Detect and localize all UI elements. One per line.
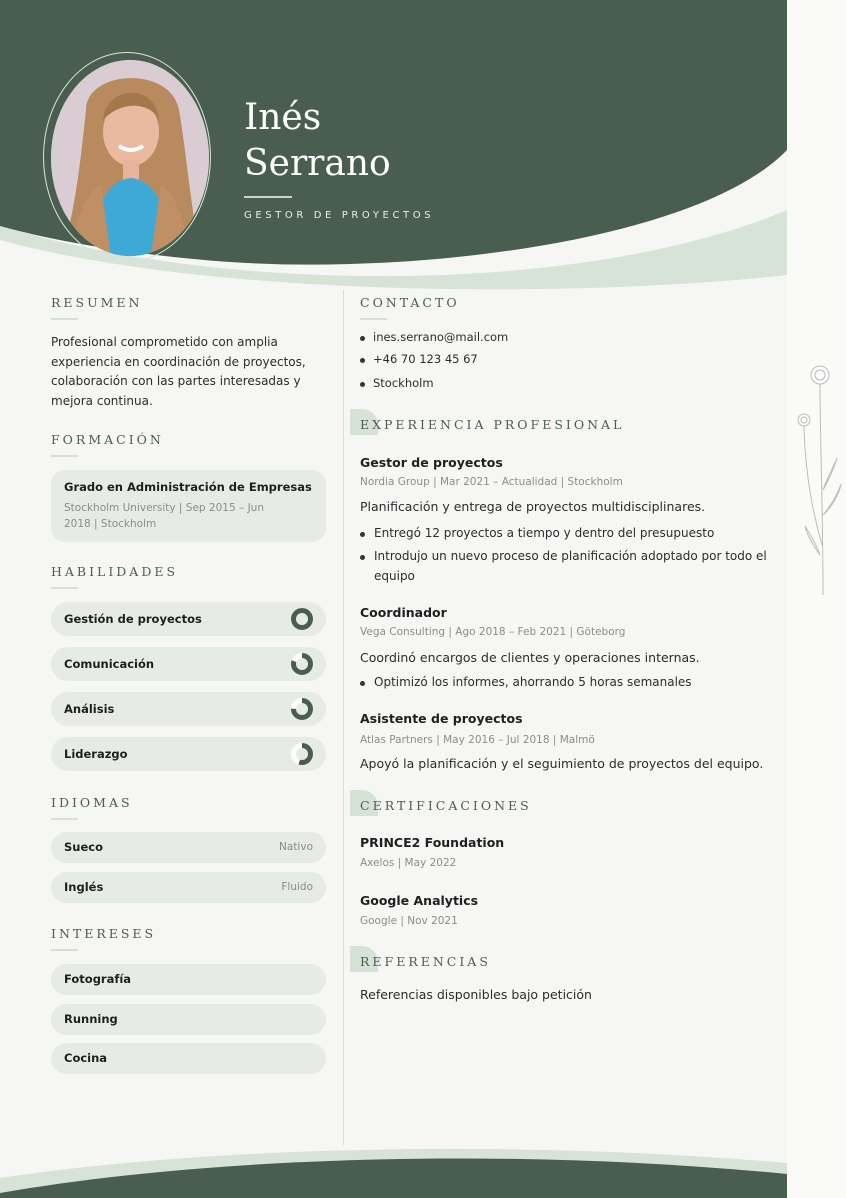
interest-item (51, 1043, 326, 1074)
certification-meta: Axelos | May 2022 (360, 857, 457, 869)
skill-level-ring-icon (290, 742, 314, 766)
job-description: Planificación y entrega de proyectos multidisciplinares. (360, 499, 706, 514)
interests-heading: INTERESES (51, 926, 157, 941)
interest-label: Cocina (64, 1051, 108, 1065)
skill-label: Liderazgo (64, 747, 128, 761)
interest-label: Running (64, 1012, 118, 1026)
page-margin (787, 0, 846, 1198)
job-bullet: Optimizó los informes, ahorrando 5 horas semanales (374, 675, 692, 689)
education-meta-line: 2018 | Stockholm (64, 518, 157, 530)
skill-item (51, 647, 326, 681)
certifications-heading: CERTIFICACIONES (360, 798, 532, 813)
skill-level-ring-icon (290, 607, 314, 631)
job-bullet-continued: equipo (374, 569, 415, 583)
skill-item (51, 737, 326, 771)
job-bullet: Introdujo un nuevo proceso de planificación adoptado por todo el (374, 549, 767, 563)
education-card (51, 470, 326, 542)
summary-heading: RESUMEN (51, 295, 143, 310)
job-bullet: Entregó 12 proyectos a tiempo y dentro del presupuesto (374, 526, 715, 540)
skill-level-ring-icon (290, 697, 314, 721)
contact-heading: CONTACTO (360, 295, 460, 310)
skill-label: Análisis (64, 702, 115, 716)
certification-name: Google Analytics (360, 893, 479, 908)
job-description: Coordinó encargos de clientes y operaciones internas. (360, 650, 700, 665)
job-meta: Atlas Partners | May 2016 – Jul 2018 | Malmö (360, 734, 595, 746)
certification-name: PRINCE2 Foundation (360, 835, 505, 850)
interest-label: Fotografía (64, 972, 132, 986)
education-meta-line: Stockholm University | Sep 2015 – Jun (64, 502, 264, 514)
footer-wave (0, 1138, 787, 1198)
language-item (51, 872, 326, 903)
interest-item (51, 1004, 326, 1035)
bullet-icon (360, 336, 365, 341)
summary-rule (51, 318, 78, 320)
candidate-name (244, 95, 391, 187)
education-rule (51, 455, 78, 457)
bullet-icon (360, 532, 365, 537)
contact-city: Stockholm (373, 376, 434, 390)
skill-label: Gestión de proyectos (64, 612, 202, 626)
profile-photo (51, 60, 209, 256)
language-name: Inglés (64, 880, 104, 894)
job-role: Asistente de proyectos (360, 711, 523, 726)
skill-item (51, 602, 326, 636)
job-title: GESTOR DE PROYECTOS (244, 210, 435, 221)
summary-line: colaboración con las partes interesadas y (51, 374, 301, 388)
contact-rule (360, 318, 387, 320)
bullet-icon (360, 358, 365, 363)
certification-meta: Google | Nov 2021 (360, 915, 458, 927)
references-text: Referencias disponibles bajo petición (360, 987, 592, 1002)
experience-heading: EXPERIENCIA PROFESIONAL (360, 417, 625, 432)
languages-heading: IDIOMAS (51, 795, 133, 810)
summary-line: experiencia en coordinación de proyectos, (51, 354, 306, 369)
summary-line: Profesional comprometido con amplia (51, 335, 278, 349)
summary-line: mejora continua. (51, 393, 153, 408)
skill-label: Comunicación (64, 657, 155, 671)
contact-phone[interactable]: +46 70 123 45 67 (373, 352, 478, 366)
language-level: Nativo (279, 841, 313, 853)
language-level: Fluido (281, 881, 313, 893)
column-divider (343, 290, 344, 1145)
job-meta: Vega Consulting | Ago 2018 – Feb 2021 | Göteborg (360, 626, 626, 638)
skills-rule (51, 587, 78, 589)
contact-email[interactable]: ines.serrano@mail.com (373, 330, 509, 344)
references-heading: REFERENCIAS (360, 954, 491, 969)
last-name: Serrano (244, 143, 391, 184)
interests-rule (51, 949, 78, 951)
flower-decoration-icon (787, 360, 846, 620)
name-underline (244, 196, 292, 198)
job-role: Coordinador (360, 605, 447, 620)
first-name: Inés (244, 97, 322, 138)
job-meta: Nordia Group | Mar 2021 – Actualidad | Stockholm (360, 476, 623, 488)
education-heading: FORMACIÓN (51, 432, 164, 447)
bullet-icon (360, 681, 365, 686)
summary-text (51, 333, 331, 411)
bullet-icon (360, 555, 365, 560)
skills-heading: HABILIDADES (51, 564, 179, 579)
education-degree: Grado en Administración de Empresas (64, 480, 312, 494)
languages-rule (51, 818, 78, 820)
language-item (51, 832, 326, 863)
education-meta (64, 500, 264, 532)
job-description: Apoyó la planificación y el seguimiento de proyectos del equipo. (360, 756, 764, 771)
bullet-icon (360, 382, 365, 387)
interest-item (51, 964, 326, 995)
language-name: Sueco (64, 840, 103, 854)
skill-item (51, 692, 326, 726)
job-role: Gestor de proyectos (360, 455, 503, 470)
skill-level-ring-icon (290, 652, 314, 676)
skill-level-fill (294, 611, 311, 628)
